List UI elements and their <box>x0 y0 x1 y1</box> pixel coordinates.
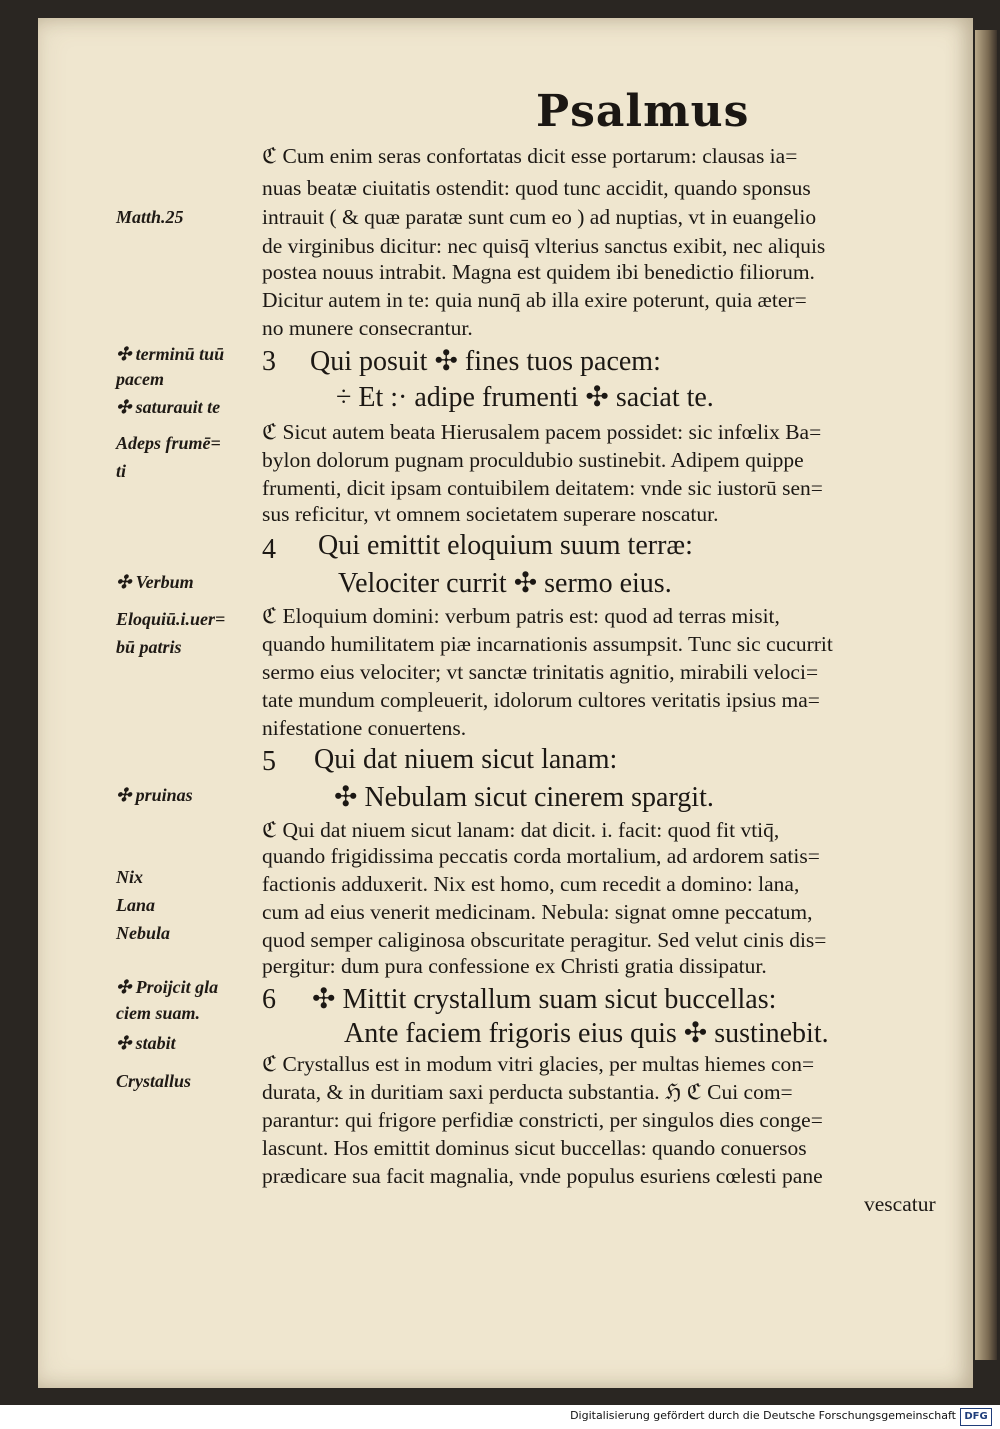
verse-number: 5 <box>262 746 276 777</box>
verse-line: Qui emittit eloquium suum terræ: <box>318 530 693 561</box>
verse-line: ✣ Mittit crystallum suam sicut buccellas: <box>312 984 777 1015</box>
commentary-line: factionis adduxerit. Nix est homo, cum recedit a domino: lana, <box>262 872 800 896</box>
commentary-line: ℭ Crystallus est in modum vitri glacies, per multas hiemes con= <box>262 1052 815 1076</box>
book-edge <box>975 30 997 1360</box>
commentary-line: sus reficitur, vt omnem societatem superare noscatur. <box>262 502 719 526</box>
margin-note: ✣ pruinas <box>116 785 193 805</box>
commentary-line: no munere consecrantur. <box>262 316 473 340</box>
verse-line: Qui posuit ✣ fines tuos pacem: <box>310 346 661 377</box>
verse-line: Qui dat niuem sicut lanam: <box>314 744 618 775</box>
commentary-line: nifestatione conuertens. <box>262 716 467 740</box>
commentary-line: bylon dolorum pugnam proculdubio sustinebit. Adipem quippe <box>262 448 804 472</box>
margin-note: Crystallus <box>116 1071 192 1091</box>
catchword: vescatur <box>864 1192 936 1216</box>
commentary-line: ℭ Cum enim seras confortatas dicit esse portarum: clausas ia= <box>262 144 798 168</box>
margin-note: ✣ stabit <box>116 1033 176 1053</box>
commentary-line: frumenti, dicit ipsam contuibilem deitatem: vnde sic iustorū sen= <box>262 476 823 500</box>
verse-number: 3 <box>262 346 276 377</box>
commentary-line: ℭ Qui dat niuem sicut lanam: dat dicit. i. facit: quod fit vtiq̄, <box>262 818 780 842</box>
running-head: Psalmus <box>536 86 750 137</box>
commentary-line: quando frigidissima peccatis corda mortalium, ad ardorem satis= <box>262 844 820 868</box>
commentary-line: lascunt. Hos emittit dominus sicut buccellas: quando conuersos <box>262 1136 807 1160</box>
commentary-line: quod semper caliginosa obscuritate peragitur. Sed velut cinis dis= <box>262 928 827 952</box>
commentary-line: quando humilitatem piæ incarnationis assumpsit. Tunc sic cucurrit <box>262 632 833 656</box>
margin-note: ✣ saturauit te <box>116 397 221 417</box>
margin-note: Nebula <box>116 923 170 943</box>
funding-credit: Digitalisierung gefördert durch die Deutsche Forschungsgemeinschaft <box>570 1409 956 1422</box>
commentary-line: cum ad eius venerit medicinam. Nebula: signat omne peccatum, <box>262 900 813 924</box>
commentary-line: parantur: qui frigore perfidiæ constricti, per singulos dies conge= <box>262 1108 823 1132</box>
commentary-line: prædicare sua facit magnalia, vnde populus esuriens cœlesti pane <box>262 1164 823 1188</box>
commentary-line: intrauit ( & quæ paratæ sunt cum eo ) ad nuptias, vt in euangelio <box>262 205 817 229</box>
commentary-line: sermo eius velociter; vt sanctæ trinitatis agnitio, mirabili veloci= <box>262 660 819 684</box>
margin-note: ✣ Proijcit gla <box>116 977 219 997</box>
margin-note: Nix <box>116 867 143 887</box>
commentary-line: ℭ Sicut autem beata Hierusalem pacem possidet: sic infœlix Ba= <box>262 420 822 444</box>
margin-note: ✣ terminū tuū <box>116 344 225 364</box>
verse-line: ✣ Nebulam sicut cinerem spargit. <box>334 782 714 813</box>
verse-line: Ante faciem frigoris eius quis ✣ sustinebit. <box>344 1018 829 1049</box>
margin-note: ti <box>116 461 127 481</box>
verse-line: Velociter currit ✣ sermo eius. <box>338 568 672 599</box>
commentary-line: pergitur: dum pura confessione ex Christi gratia dissipatur. <box>262 954 767 978</box>
footer-bar <box>0 1405 1000 1429</box>
margin-note: Eloquiū.i.uer= <box>116 609 226 629</box>
margin-note: pacem <box>116 369 164 389</box>
margin-note: Lana <box>116 895 156 915</box>
margin-note: ciem suam. <box>116 1003 200 1023</box>
margin-note: Adeps frumē= <box>116 433 221 453</box>
margin-note: Matth.25 <box>116 207 184 227</box>
commentary-line: de virginibus dicitur: nec quisq̄ vlterius sanctus exibit, nec aliquis <box>262 234 826 258</box>
commentary-line: nuas beatæ ciuitatis ostendit: quod tunc accidit, quando sponsus <box>262 176 811 200</box>
dfg-logo: DFG <box>960 1408 992 1426</box>
margin-note: ✣ Verbum <box>116 572 194 592</box>
margin-note: bū patris <box>116 637 182 657</box>
verse-line: ÷ Et :· adipe frumenti ✣ saciat te. <box>336 382 714 413</box>
verse-number: 6 <box>262 984 276 1015</box>
commentary-line: tate mundum compleuerit, idolorum cultores veritatis ipsius ma= <box>262 688 820 712</box>
commentary-line: durata, & in duritiam saxi perducta substantia. ℌ ℭ Cui com= <box>262 1080 793 1104</box>
verse-number: 4 <box>262 534 276 565</box>
commentary-line: postea nouus intrabit. Magna est quidem ibi benedictio filiorum. <box>262 260 815 284</box>
commentary-line: Dicitur autem in te: quia nunq̄ ab illa exire poterunt, quia æter= <box>262 288 807 312</box>
commentary-line: ℭ Eloquium domini: verbum patris est: quod ad terras misit, <box>262 604 780 628</box>
